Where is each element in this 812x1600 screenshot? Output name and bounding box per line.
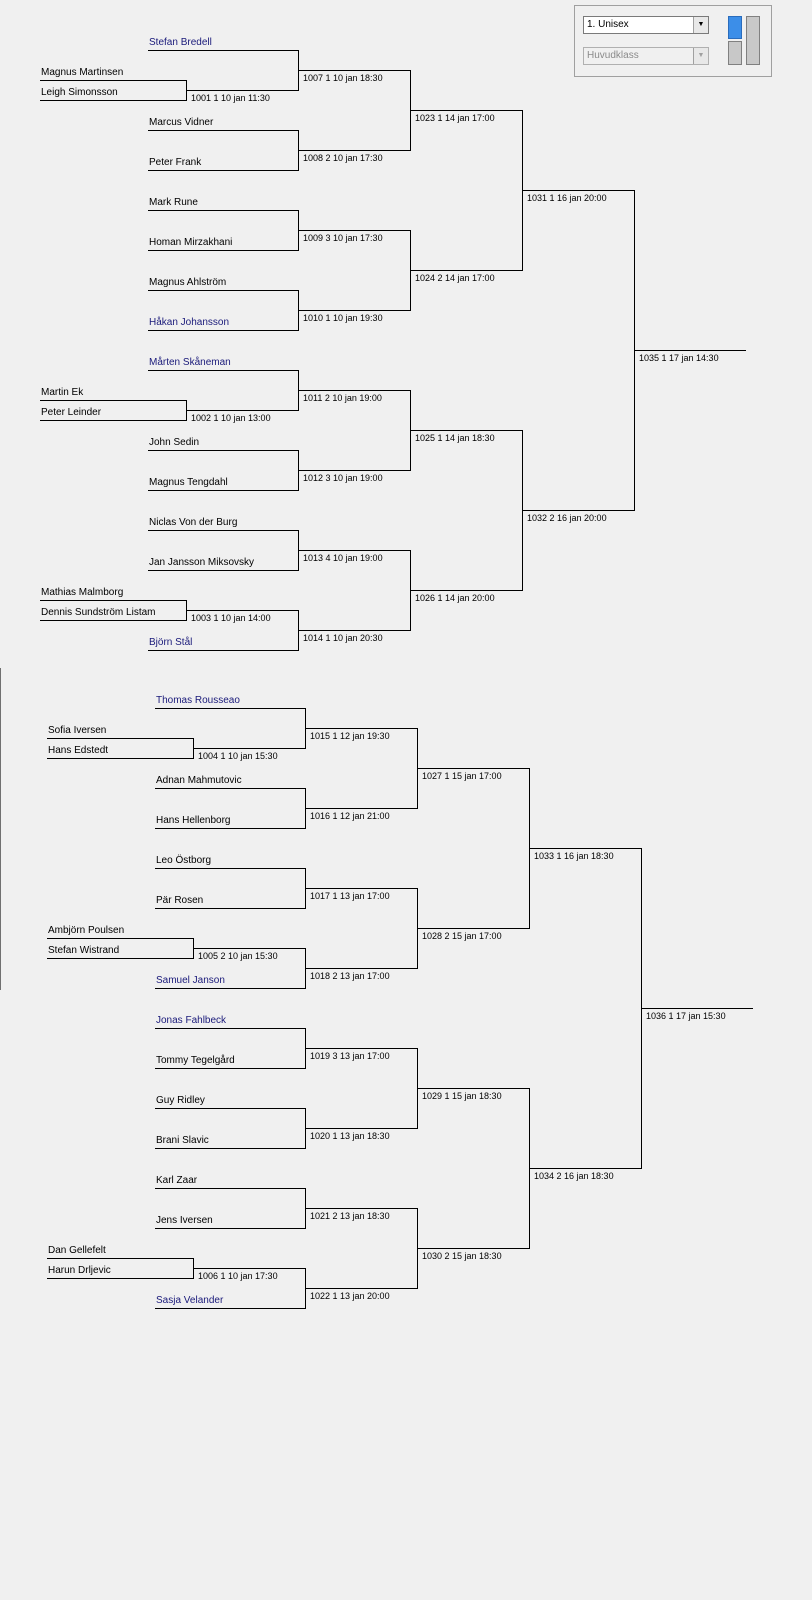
match-label[interactable]: 1016 1 12 jan 21:00	[310, 811, 390, 821]
match-label[interactable]: 1024 2 14 jan 17:00	[415, 273, 495, 283]
slot-line	[298, 150, 410, 151]
match-label[interactable]: 1018 2 13 jan 17:00	[310, 971, 390, 981]
entrant-name[interactable]: Leo Östborg	[156, 855, 212, 866]
match-label[interactable]: 1014 1 10 jan 20:30	[303, 633, 383, 643]
entrant-name[interactable]: Magnus Martinsen	[41, 67, 124, 78]
slot-line	[305, 888, 417, 889]
match-label[interactable]: 1029 1 15 jan 18:30	[422, 1091, 502, 1101]
entrant-name[interactable]: Sofia Iversen	[48, 725, 107, 736]
match-label[interactable]: 1027 1 15 jan 17:00	[422, 771, 502, 781]
entrant-name[interactable]: Ambjörn Poulsen	[48, 925, 125, 936]
entrant-name[interactable]: Mark Rune	[149, 197, 198, 208]
match-label[interactable]: 1025 1 14 jan 18:30	[415, 433, 495, 443]
entrant-name[interactable]: John Sedin	[149, 437, 200, 448]
slot-line	[155, 708, 305, 709]
entrant-name[interactable]: Niclas Von der Burg	[149, 517, 238, 528]
slot-line	[155, 1148, 305, 1149]
slot-line	[298, 230, 410, 231]
slot-line	[47, 738, 193, 739]
match-label[interactable]: 1017 1 13 jan 17:00	[310, 891, 390, 901]
entrant-name[interactable]: Stefan Bredell	[149, 37, 212, 48]
match-label[interactable]: 1036 1 17 jan 15:30	[646, 1011, 726, 1021]
entrant-name[interactable]: Leigh Simonsson	[41, 87, 118, 98]
match-label[interactable]: 1009 3 10 jan 17:30	[303, 233, 383, 243]
entrant-name[interactable]: Magnus Ahlström	[149, 277, 227, 288]
slot-line	[417, 1248, 529, 1249]
slot-line	[522, 510, 634, 511]
slot-line	[148, 330, 298, 331]
slot-line	[155, 1188, 305, 1189]
view-toggle-bottom-button[interactable]	[728, 41, 742, 65]
slot-line	[193, 748, 305, 749]
entrant-name[interactable]: Dennis Sundström Listam	[41, 607, 156, 618]
left-edge-divider	[0, 668, 1, 990]
slot-line	[410, 110, 522, 111]
slot-line	[148, 530, 298, 531]
slot-line	[155, 908, 305, 909]
slot-line	[410, 430, 522, 431]
slot-line	[298, 550, 410, 551]
slot-line	[417, 768, 529, 769]
match-label[interactable]: 1031 1 16 jan 20:00	[527, 193, 607, 203]
entrant-name[interactable]: Björn Stål	[149, 637, 193, 648]
slot-line	[186, 90, 298, 91]
slot-line	[155, 1108, 305, 1109]
slot-line	[47, 958, 193, 959]
slot-line	[305, 1208, 417, 1209]
slot-line	[305, 1048, 417, 1049]
slot-line	[148, 210, 298, 211]
entrant-name[interactable]: Hans Hellenborg	[156, 815, 231, 826]
entrant-name[interactable]: Jonas Fahlbeck	[156, 1015, 227, 1026]
slot-line	[155, 988, 305, 989]
slot-line	[193, 948, 305, 949]
match-label[interactable]: 1015 1 12 jan 19:30	[310, 731, 390, 741]
slot-line	[155, 1028, 305, 1029]
slot-line	[298, 470, 410, 471]
slot-line	[155, 868, 305, 869]
slot-line	[417, 1088, 529, 1089]
slot-line	[298, 390, 410, 391]
slot-line	[186, 610, 298, 611]
entrant-name[interactable]: Mathias Malmborg	[41, 587, 124, 598]
match-label[interactable]: 1004 1 10 jan 15:30	[198, 751, 278, 761]
chevron-down-icon[interactable]: ▼	[693, 17, 708, 33]
entrant-name[interactable]: Adnan Mahmutovic	[156, 775, 242, 786]
slot-line	[298, 70, 410, 71]
level-select[interactable]	[583, 47, 709, 65]
match-label[interactable]: 1019 3 13 jan 17:00	[310, 1051, 390, 1061]
entrant-name[interactable]: Marcus Vidner	[149, 117, 214, 128]
slot-line	[148, 650, 298, 651]
entrant-name[interactable]: Pär Rosen	[156, 895, 204, 906]
match-label[interactable]: 1023 1 14 jan 17:00	[415, 113, 495, 123]
match-label[interactable]: 1028 2 15 jan 17:00	[422, 931, 502, 941]
slot-line	[305, 728, 417, 729]
match-label[interactable]: 1032 2 16 jan 20:00	[527, 513, 607, 523]
class-select-value: 1. Unisex	[587, 19, 629, 30]
slot-line	[410, 270, 522, 271]
slot-line	[298, 310, 410, 311]
slot-line	[641, 1008, 753, 1009]
slot-line	[529, 1168, 641, 1169]
entrant-name[interactable]: Peter Frank	[149, 157, 202, 168]
match-label[interactable]: 1033 1 16 jan 18:30	[534, 851, 614, 861]
slot-line	[40, 420, 186, 421]
entrant-name[interactable]: Harun Drljevic	[48, 1265, 111, 1276]
match-label[interactable]: 1006 1 10 jan 17:30	[198, 1271, 278, 1281]
slot-line	[148, 250, 298, 251]
slot-line	[305, 968, 417, 969]
entrant-name[interactable]: Hans Edstedt	[48, 745, 109, 756]
slot-line	[305, 1288, 417, 1289]
slot-line	[47, 758, 193, 759]
slot-line	[148, 130, 298, 131]
slot-line	[40, 620, 186, 621]
entrant-name[interactable]: Thomas Rousseao	[156, 695, 240, 706]
match-label[interactable]: 1022 1 13 jan 20:00	[310, 1291, 390, 1301]
slot-line	[148, 490, 298, 491]
slot-line	[148, 570, 298, 571]
slot-line	[410, 590, 522, 591]
view-toggle-top-button[interactable]	[728, 16, 742, 39]
match-label[interactable]: 1008 2 10 jan 17:30	[303, 153, 383, 163]
slot-line	[298, 630, 410, 631]
slot-line	[40, 100, 186, 101]
slot-line	[155, 1228, 305, 1229]
match-label[interactable]: 1026 1 14 jan 20:00	[415, 593, 495, 603]
slot-line	[193, 1268, 305, 1269]
slot-line	[47, 1278, 193, 1279]
slot-line	[148, 450, 298, 451]
slot-line	[522, 190, 634, 191]
match-label[interactable]: 1011 2 10 jan 19:00	[303, 393, 382, 403]
slot-line	[155, 1068, 305, 1069]
match-label[interactable]: 1007 1 10 jan 18:30	[303, 73, 383, 83]
entrant-name[interactable]: Guy Ridley	[156, 1095, 205, 1106]
match-label[interactable]: 1010 1 10 jan 19:30	[303, 313, 383, 323]
match-label[interactable]: 1012 3 10 jan 19:00	[303, 473, 383, 483]
entrant-name[interactable]: Martin Ek	[41, 387, 84, 398]
entrant-name[interactable]: Stefan Wistrand	[48, 945, 120, 956]
chevron-down-icon: ▼	[693, 48, 708, 64]
slot-line	[40, 600, 186, 601]
entrant-name[interactable]: Peter Leinder	[41, 407, 102, 418]
entrant-name[interactable]: Jens Iversen	[156, 1215, 213, 1226]
match-label[interactable]: 1030 2 15 jan 18:30	[422, 1251, 502, 1261]
match-label[interactable]: 1034 2 16 jan 18:30	[534, 1171, 614, 1181]
slot-line	[186, 410, 298, 411]
entrant-name[interactable]: Mårten Skåneman	[149, 357, 231, 368]
slot-line	[529, 848, 641, 849]
match-label[interactable]: 1005 2 10 jan 15:30	[198, 951, 278, 961]
slot-line	[148, 50, 298, 51]
entrant-name[interactable]: Magnus Tengdahl	[149, 477, 228, 488]
slot-line	[155, 788, 305, 789]
entrant-name[interactable]: Homan Mirzakhani	[149, 237, 233, 248]
slot-line	[634, 350, 746, 351]
class-selector-panel	[574, 5, 772, 77]
slot-line	[40, 400, 186, 401]
slot-line	[305, 1128, 417, 1129]
entrant-name[interactable]: Tommy Tegelgård	[156, 1055, 235, 1066]
slot-line	[47, 938, 193, 939]
slot-line	[155, 828, 305, 829]
slot-line	[305, 808, 417, 809]
entrant-name[interactable]: Håkan Johansson	[149, 317, 230, 328]
view-toggle-full-button[interactable]	[746, 16, 760, 65]
entrant-name[interactable]: Brani Slavic	[156, 1135, 209, 1146]
match-label[interactable]: 1003 1 10 jan 14:00	[191, 613, 271, 623]
slot-line	[417, 928, 529, 929]
entrant-name[interactable]: Karl Zaar	[156, 1175, 198, 1186]
slot-line	[40, 80, 186, 81]
match-label[interactable]: 1001 1 10 jan 11:30	[191, 93, 270, 103]
class-select[interactable]	[583, 16, 709, 34]
slot-line	[47, 1258, 193, 1259]
entrant-name[interactable]: Jan Jansson Miksovsky	[149, 557, 255, 568]
entrant-name[interactable]: Samuel Janson	[156, 975, 225, 986]
slot-line	[148, 170, 298, 171]
match-label[interactable]: 1021 2 13 jan 18:30	[310, 1211, 390, 1221]
slot-line	[148, 290, 298, 291]
slot-line	[155, 1308, 305, 1309]
slot-line	[148, 370, 298, 371]
level-select-value: Huvudklass	[587, 50, 639, 61]
match-label[interactable]: 1035 1 17 jan 14:30	[639, 353, 719, 363]
entrant-name[interactable]: Sasja Velander	[156, 1295, 224, 1306]
match-label[interactable]: 1013 4 10 jan 19:00	[303, 553, 383, 563]
match-label[interactable]: 1020 1 13 jan 18:30	[310, 1131, 390, 1141]
entrant-name[interactable]: Dan Gellefelt	[48, 1245, 106, 1256]
match-label[interactable]: 1002 1 10 jan 13:00	[191, 413, 271, 423]
